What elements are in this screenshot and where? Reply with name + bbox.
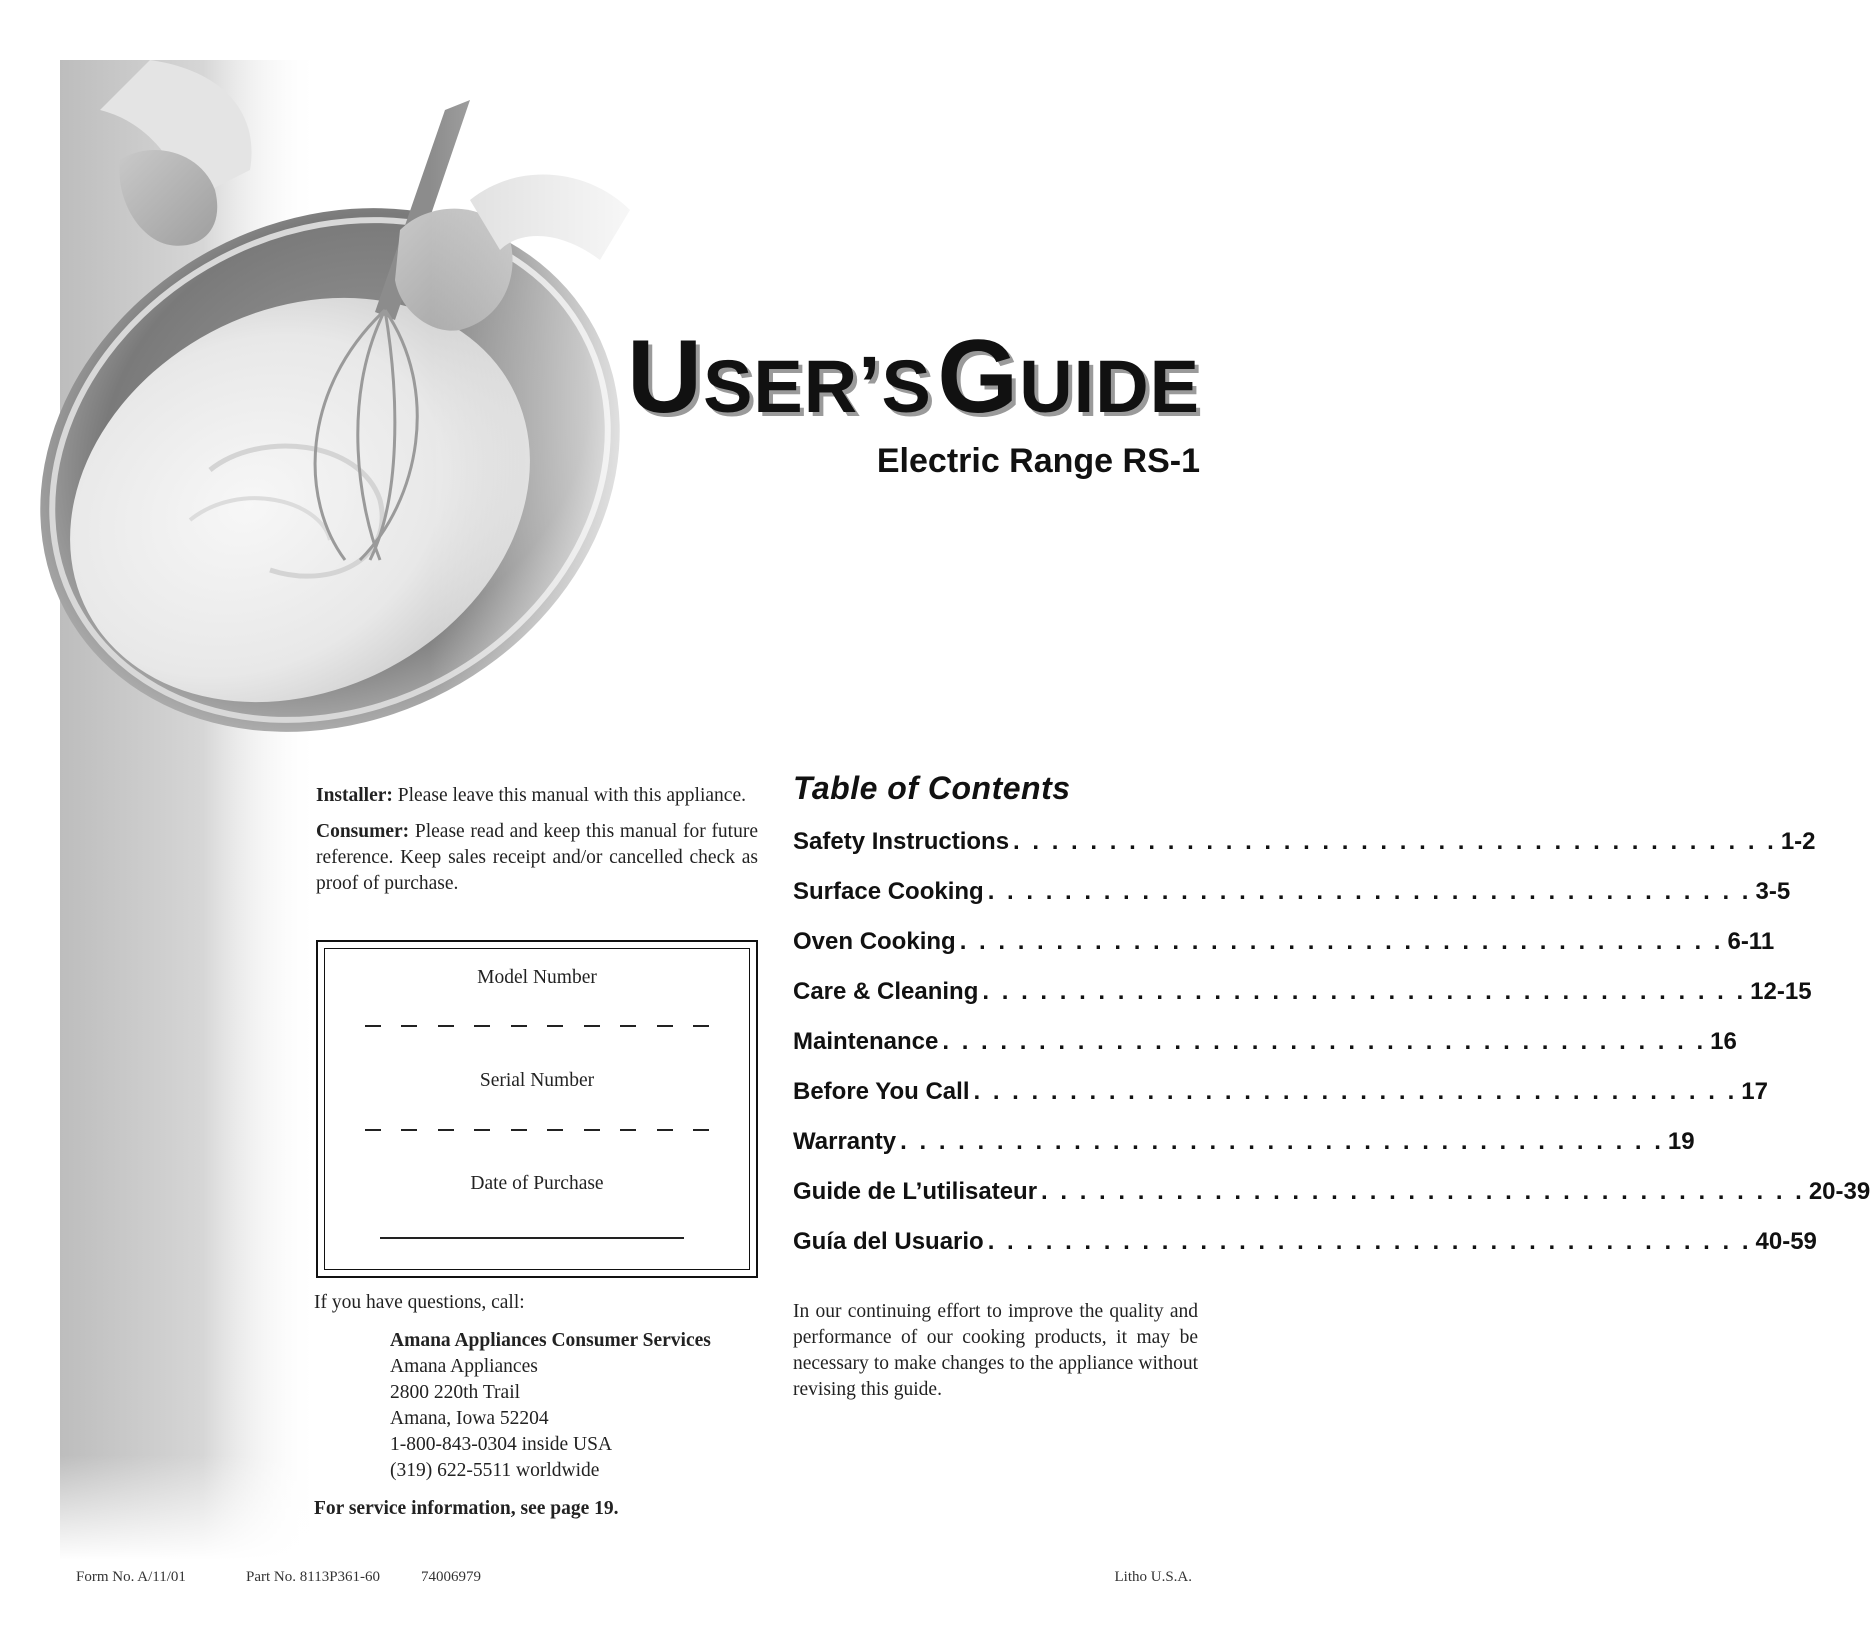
table-of-contents	[793, 828, 1870, 1278]
installer-label: Installer:	[316, 785, 393, 806]
revision-note: In our continuing effort to improve the quality and performance of our cooking products, it may be necessary to make changes to the appliance without revising this guide.	[793, 1301, 1198, 1400]
toc-entry[interactable]	[793, 928, 1775, 978]
toc-leader-dots: . . . . . . . . . . . . . . . . . . . . . . . . . . . . . . . . . . . . . . . .	[959, 928, 1724, 955]
toc-entry-label: Guía del Usuario	[793, 1228, 984, 1255]
model-number-blank[interactable]	[365, 1025, 709, 1027]
title-letters-ser: SER	[703, 345, 859, 428]
toc-entry[interactable]	[793, 1178, 1870, 1228]
toc-entry[interactable]	[793, 1128, 1695, 1178]
page-title	[627, 318, 1200, 437]
contact-line-street: 2800 220th Trail	[390, 1382, 521, 1403]
toc-entry[interactable]	[793, 828, 1816, 878]
title-letter-s: S	[881, 345, 932, 428]
title-letter-g: G	[937, 319, 1020, 435]
toc-entry[interactable]	[793, 978, 1812, 1028]
toc-entry-label: Guide de L’utilisateur	[793, 1178, 1038, 1205]
toc-entry-page: 20-39	[1808, 1178, 1870, 1205]
consumer-paragraph	[316, 819, 758, 897]
contact-intro: If you have questions, call:	[314, 1292, 525, 1313]
toc-entry[interactable]	[793, 1078, 1768, 1128]
toc-entry-page: 1-2	[1780, 828, 1816, 855]
toc-entry-page: 16	[1710, 1028, 1737, 1055]
contact-address	[390, 1328, 774, 1484]
contact-line-phone-world: (319) 622-5511 worldwide	[390, 1460, 600, 1481]
contact-line-name: Amana Appliances	[390, 1356, 538, 1377]
toc-entry-label: Maintenance	[793, 1028, 939, 1055]
toc-entry-label: Before You Call	[793, 1078, 970, 1105]
toc-entry-page: 3-5	[1755, 878, 1791, 905]
document-code: 74006979	[421, 1569, 481, 1585]
serial-number-label: Serial Number	[479, 1070, 595, 1091]
toc-entry-page: 17	[1741, 1078, 1768, 1105]
toc-entry-label: Safety Instructions	[793, 828, 1010, 855]
title-letters-uide: UIDE	[1019, 345, 1200, 428]
litho-note: Litho U.S.A.	[1114, 1569, 1192, 1585]
toc-leader-dots: . . . . . . . . . . . . . . . . . . . . . . . . . . . . . . . . . . . . . . . .	[1041, 1178, 1805, 1205]
toc-leader-dots: . . . . . . . . . . . . . . . . . . . . . . . . . . . . . . . . . . . . . . . .	[942, 1028, 1707, 1055]
toc-entry[interactable]	[793, 878, 1791, 928]
product-record-box	[316, 940, 758, 1278]
title-apostrophe: ’	[858, 340, 882, 429]
toc-leader-dots: . . . . . . . . . . . . . . . . . . . . . . . . . . . . . . . . . . . . . . . .	[900, 1128, 1664, 1155]
toc-entry-page: 12-15	[1750, 978, 1812, 1005]
serial-number-blank[interactable]	[365, 1129, 709, 1131]
part-number: Part No. 8113P361-60	[246, 1569, 381, 1585]
toc-leader-dots: . . . . . . . . . . . . . . . . . . . . . . . . . . . . . . . . . . . . . . . .	[987, 1228, 1752, 1255]
page-footer	[76, 1569, 1192, 1589]
toc-entry-page: 40-59	[1755, 1228, 1817, 1255]
intro-text	[316, 783, 758, 907]
toc-entry-page: 19	[1667, 1128, 1695, 1155]
product-record-inner	[324, 948, 750, 1270]
installer-paragraph	[316, 783, 758, 809]
toc-entry[interactable]	[793, 1228, 1817, 1278]
toc-entry-label: Care & Cleaning	[793, 978, 979, 1005]
title-letter-u: U	[626, 319, 704, 435]
page-subtitle: Electric Range RS-1	[876, 442, 1200, 480]
contact-line-phone-usa: 1-800-843-0304 inside USA	[390, 1434, 613, 1455]
toc-leader-dots: . . . . . . . . . . . . . . . . . . . . . . . . . . . . . . . . . . . . . . . .	[973, 1078, 1738, 1105]
toc-leader-dots: . . . . . . . . . . . . . . . . . . . . . . . . . . . . . . . . . . . . . . . .	[987, 878, 1752, 905]
installer-text: Please leave this manual with this appliance.	[392, 785, 746, 806]
toc-leader-dots: . . . . . . . . . . . . . . . . . . . . . . . . . . . . . . . . . . . . . . . .	[1013, 828, 1777, 855]
toc-entry-label: Oven Cooking	[793, 928, 956, 955]
toc-entry-label: Warranty	[793, 1128, 897, 1155]
toc-leader-dots: . . . . . . . . . . . . . . . . . . . . . . . . . . . . . . . . . . . . . . . .	[982, 978, 1747, 1005]
service-info: For service information, see page 19.	[314, 1498, 619, 1519]
contact-line-company: Amana Appliances Consumer Services	[390, 1330, 711, 1351]
model-number-label: Model Number	[477, 967, 597, 988]
consumer-label: Consumer:	[316, 821, 410, 842]
consumer-text: Please read and keep this manual for future reference. Keep sales receipt and/or cancelled check as proof of purchase.	[316, 821, 758, 894]
toc-entry-page: 6-11	[1727, 928, 1775, 955]
date-of-purchase-label: Date of Purchase	[470, 1173, 604, 1194]
contact-line-city: Amana, Iowa 52204	[390, 1408, 549, 1429]
form-number: Form No. A/11/01	[76, 1569, 186, 1585]
toc-entry[interactable]	[793, 1028, 1737, 1078]
toc-heading: Table of Contents	[793, 770, 1071, 806]
contact-info	[314, 1290, 774, 1522]
toc-entry-label: Surface Cooking	[793, 878, 984, 905]
date-of-purchase-blank[interactable]	[380, 1237, 684, 1239]
